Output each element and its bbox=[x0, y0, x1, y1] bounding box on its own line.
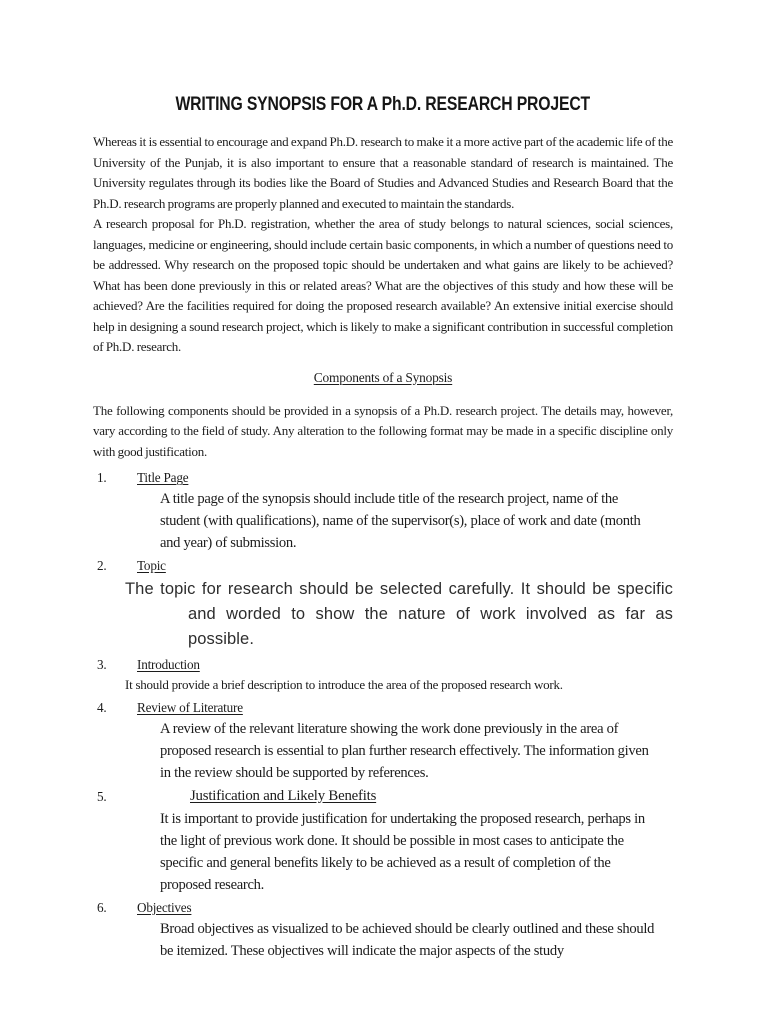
section-heading-text: Components of a Synopsis bbox=[313, 369, 453, 385]
list-item bbox=[97, 785, 673, 896]
item-number: 2. bbox=[97, 558, 107, 573]
list-item-head bbox=[97, 785, 673, 808]
intro-paragraph-2: A research proposal for Ph.D. registration, whether the area of study belongs to natural sciences, social sciences, languages, medicine or engineering, should include certain basic components, in which a number of questions need to be addressed. Why research on the proposed topic should be undertaken and what gains are likely to be achieved? What has been done previously in this or related areas? What are the objectives of this study and how these will be achieved? Are the facilities required for doing the proposed research available? An extensive initial exercise should help in designing a sound research project, which is likely to make a significant contribution in successful completion of Ph.D. research. bbox=[93, 216, 673, 354]
page-title bbox=[93, 95, 673, 114]
list-item-head bbox=[97, 897, 673, 918]
section-heading bbox=[93, 367, 673, 388]
item-heading: Topic bbox=[137, 558, 166, 573]
list-item bbox=[97, 654, 673, 696]
item-body: A title page of the synopsis should include title of the research project, name of the student (with qualifications), name of the supervisor(s), place of work and date (month and year) of submission. bbox=[160, 491, 641, 551]
item-body: The topic for research should be selected carefully. It should be specific and worded to show the nature of work involved as far as possible. bbox=[125, 580, 673, 648]
list-item bbox=[97, 897, 673, 962]
item-body: It should provide a brief description to introduce the area of the proposed research work. bbox=[125, 677, 563, 692]
list-item-head bbox=[97, 697, 673, 718]
list-item bbox=[97, 467, 673, 554]
list-item bbox=[97, 555, 673, 652]
item-heading: Introduction bbox=[137, 657, 200, 672]
item-body: A review of the relevant literature showing the work done previously in the area of proposed research is essential to plan further research effectively. The information given in the review should be supported by references. bbox=[160, 720, 649, 781]
item-heading: Justification and Likely Benefits bbox=[190, 787, 377, 804]
item-body: It is important to provide justification for undertaking the proposed research, perhaps in the light of previous work done. It should be possible in most cases to anticipate the specific and general benefits likely to be achieved as a result of completion of the proposed research. bbox=[160, 810, 645, 893]
section-intro: The following components should be provided in a synopsis of a Ph.D. research project. The details may, however, vary according to the field of study. Any alteration to the following format may be made in a specific discipline only with good justification. bbox=[93, 402, 673, 459]
item-heading: Review of Literature bbox=[137, 699, 243, 715]
list-item-head bbox=[97, 467, 673, 488]
item-body: Broad objectives as visualized to be achieved should be clearly outlined and these should be itemized. These objectives will indicate the major aspects of the study bbox=[160, 920, 655, 959]
item-number: 4. bbox=[97, 699, 107, 715]
item-heading: Title Page bbox=[137, 470, 189, 485]
item-number: 5. bbox=[97, 788, 107, 804]
page-title-text: WRITING SYNOPSIS FOR A Ph.D. RESEARCH PROJECT bbox=[175, 94, 591, 115]
list-item-head bbox=[97, 654, 673, 675]
item-heading: Objectives bbox=[137, 899, 192, 915]
item-number: 6. bbox=[97, 899, 107, 915]
item-number: 1. bbox=[97, 470, 107, 485]
components-list bbox=[97, 467, 673, 962]
intro-paragraph-1: Whereas it is essential to encourage and expand Ph.D. research to make it a more active part of the academic life of the University of the Punjab, it is also important to ensure that a reasonable standard of research is maintained. The University regulates through its bodies like the Board of Studies and Advanced Studies and Research Board that the Ph.D. research programs are properly planned and executed to maintain the standards. bbox=[93, 134, 673, 211]
list-item bbox=[97, 697, 673, 784]
item-number: 3. bbox=[97, 657, 107, 672]
list-item-head bbox=[97, 555, 673, 576]
